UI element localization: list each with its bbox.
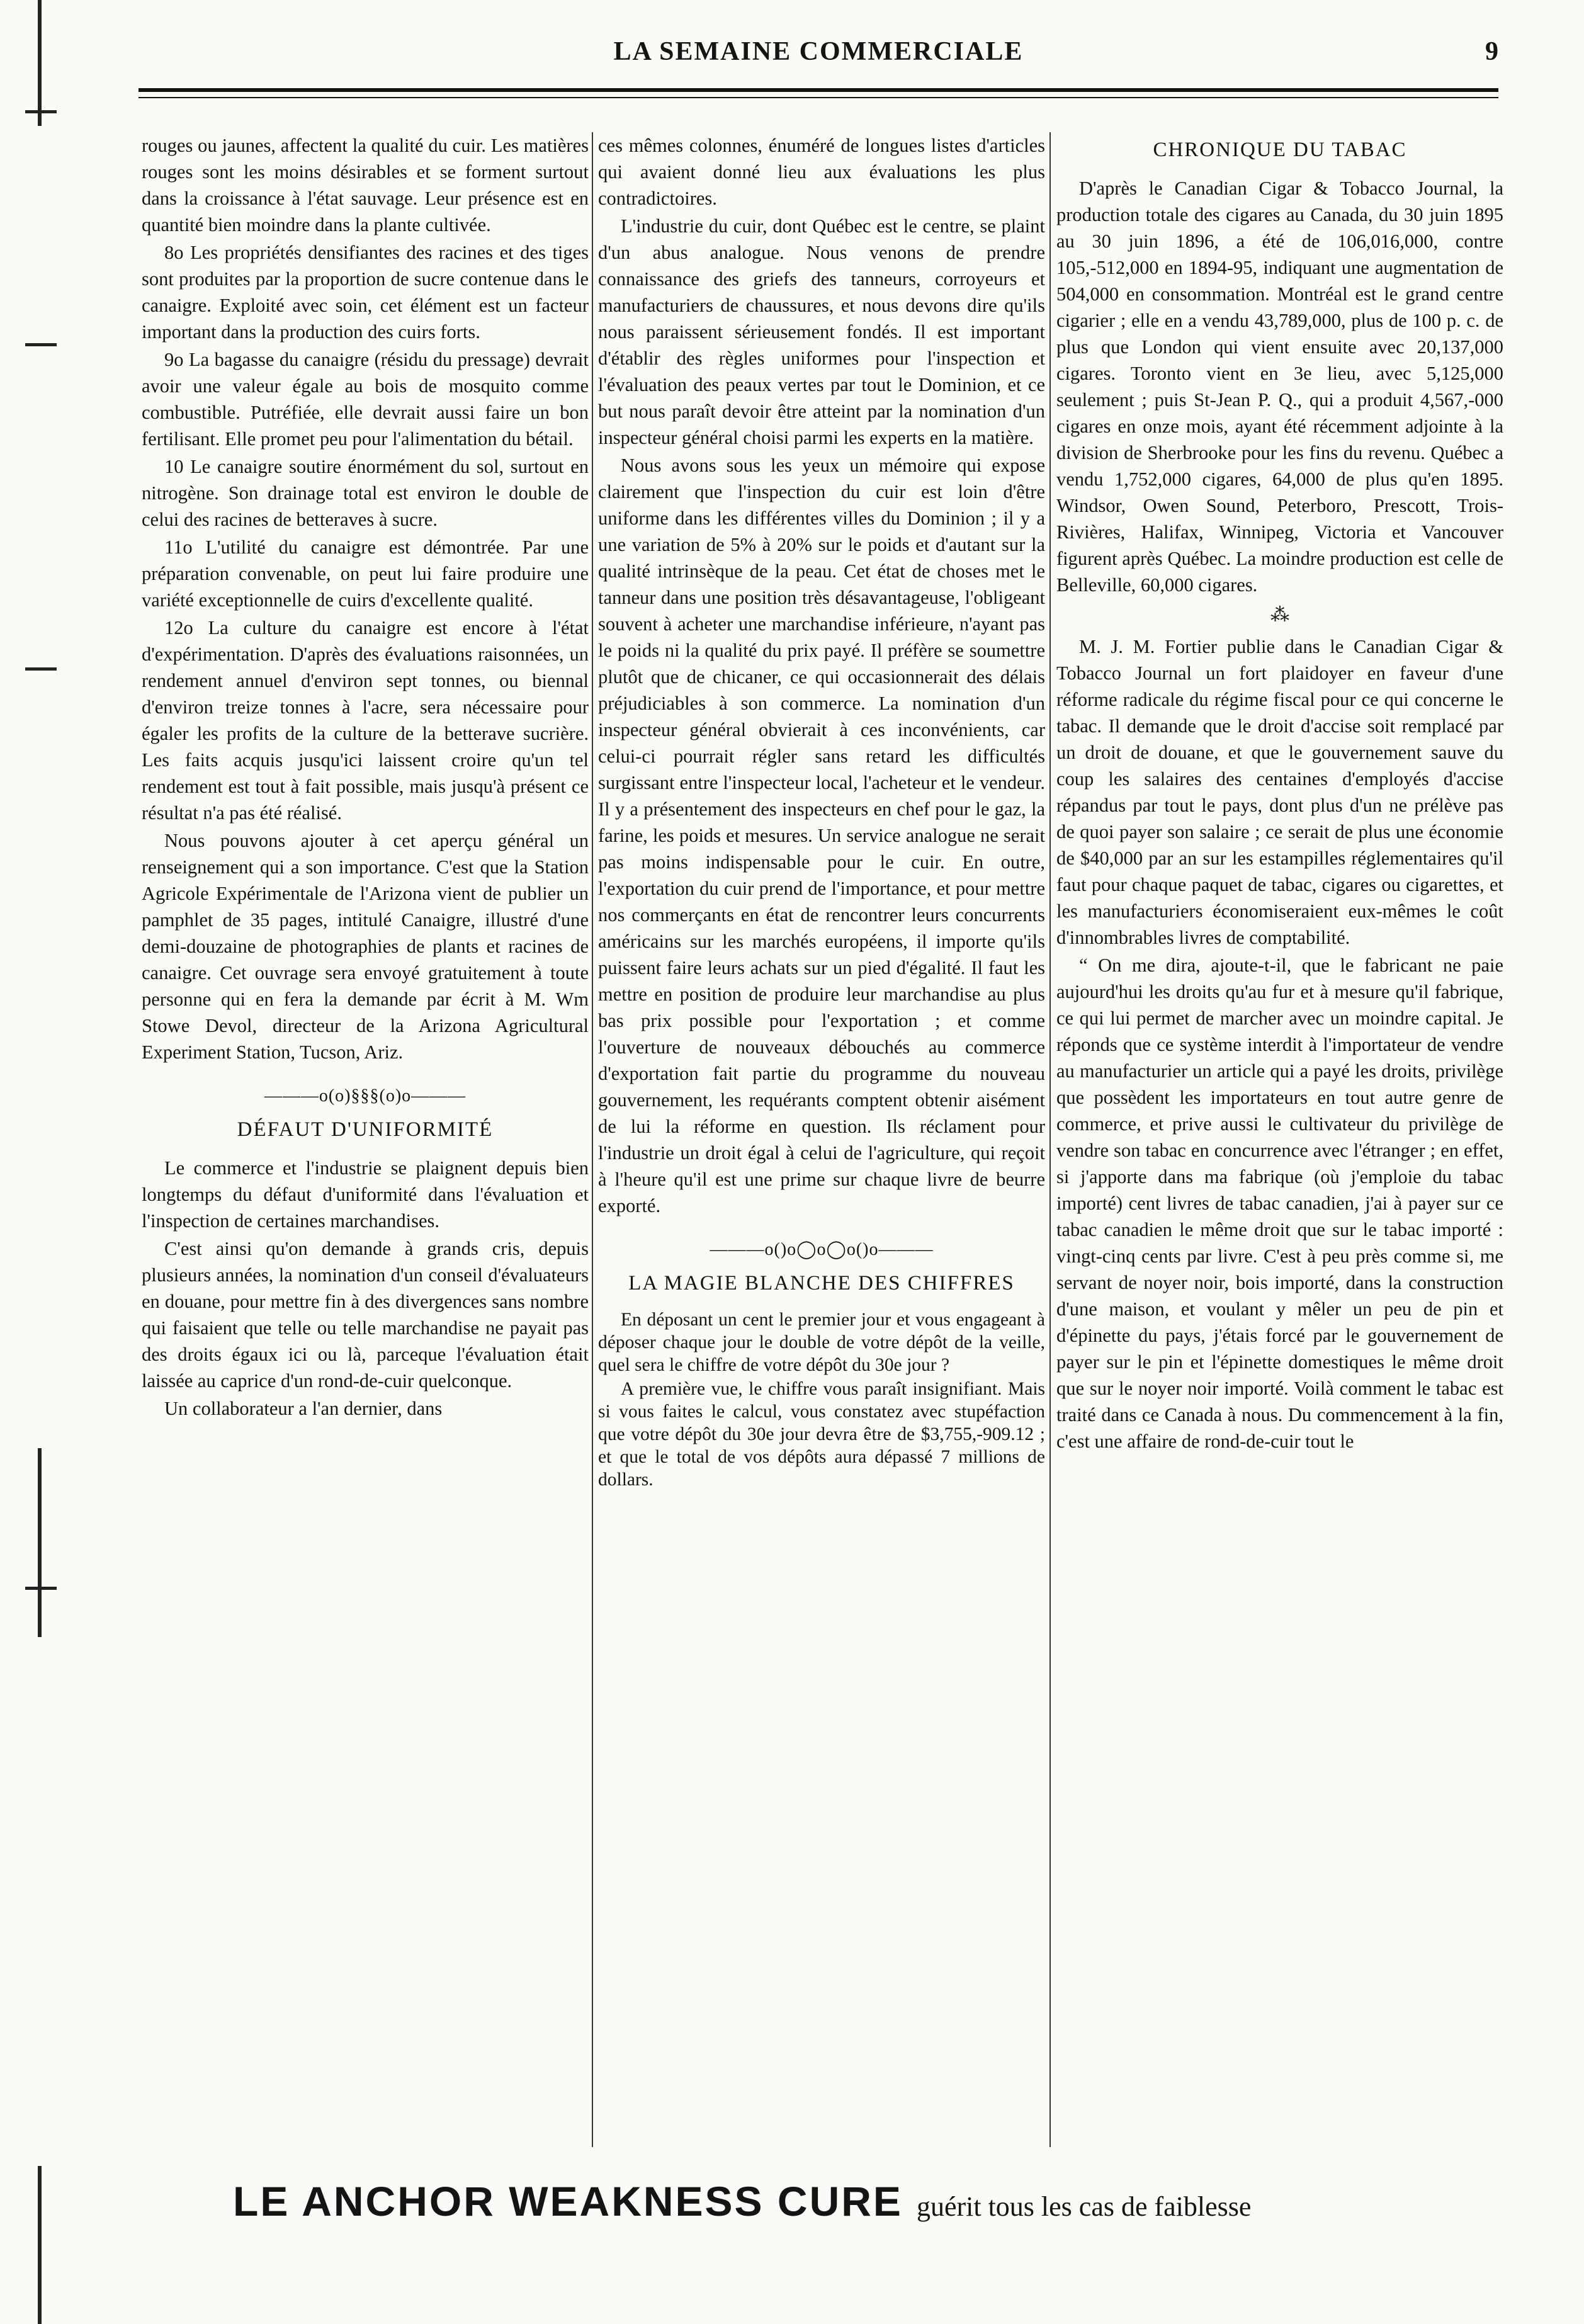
article-paragraph: L'industrie du cuir, dont Québec est le centre, se plaint d'un abus analogue. Nous venons de prendre connaissance des griefs des tanneurs, corroyeurs et manufacturiers de chaussures, et nous devons dire qu'ils nous paraissent sérieusement fondés. Il est important d'établir des règles uniformes pour l'inspection et l'évaluation des peaux vertes par tout le Dominion, et ce but nous paraît devoir être atteint par la nomination d'un inspecteur général choisi parmi les experts en la matière. xyxy=(598,215,1045,448)
article-paragraph: 9o La bagasse du canaigre (résidu du pressage) devrait avoir une valeur égale au bois de mosquito comme combustible. Putréfiée, elle devrait aussi faire un bon fertilisant. Elle promet peu pour l'alimentation du bétail. xyxy=(142,349,589,450)
article-paragraph: 10 Le canaigre soutire énormément du sol, surtout en nitrogène. Son drainage total est environ le double de celui des racines de betteraves à sucre. xyxy=(142,456,589,530)
margin-rule-top xyxy=(38,0,42,126)
margin-rule-middle xyxy=(38,1448,42,1637)
page-number: 9 xyxy=(1485,37,1498,66)
article-paragraph: “ On me dira, ajoute-t-il, que le fabricant ne paie aujourd'hui les droits qu'au fur et à mesure qu'il fabrique, ce qui lui permet de marcher avec un moindre capital. Je réponds que ce système interdit à l'importateur de vendre au manufacturier un article qui a payé les droits, privilège que possèdent les importateurs en tout autre genre de commerce, et prive aussi le cultivateur du privilège de vendre son tabac en concurrence avec l'étranger ; en effet, si j'apporte dans ma fabrique (où j'emploie du tabac importé) cent livres de tabac canadien, j'ai à payer sur ce tabac canadien le même droit que sur le tabac importé : vingt-cinq cents par livre. C'est à peu près comme si, me servant de noyer noir, bois importé, dans la construction d'une maison, et voulant y mêler un peu de pin et d'épinette du pays, j'étais forcé par le gouvernement de payer sur le pin et l'épinette domestiques le même droit que sur le noyer noir importé. Voilà comment le tabac est traité dans ce Canada à nous. Du commencement à la fin, c'est une affaire de rond-de-cuir tout le xyxy=(1056,955,1503,1452)
article-paragraph: Le commerce et l'industrie se plaignent depuis bien longtemps du défaut d'uniformité dans l'évaluation et l'inspection de certaines marchandises. xyxy=(142,1157,589,1232)
header-rule xyxy=(139,88,1498,98)
asterism-separator: ⁂ xyxy=(1270,604,1289,625)
footer-advertisement xyxy=(233,2177,1530,2234)
column-divider xyxy=(1049,132,1051,2147)
article-paragraph: 8o Les propriétés densifiantes des racines et des tiges sont produites par la proportion de sucre contenue dans le canaigre. Exploité avec soin, cet élément est un facteur important dans la production des cuirs forts. xyxy=(142,242,589,343)
article-paragraph: rouges ou jaunes, affectent la qualité du cuir. Les matières rouges sont les moins désirables et se forment surtout dans la croissance à l'état sauvage. Leur présence est en quantité bien moindre dans la plante cultivée. xyxy=(142,135,589,235)
column-3 xyxy=(1056,132,1503,2166)
margin-tick xyxy=(25,667,57,671)
article-heading: LA MAGIE BLANCHE DES CHIFFRES xyxy=(628,1272,1015,1295)
masthead-title: LA SEMAINE COMMERCIALE xyxy=(613,37,1024,66)
article-paragraph: Nous avons sous les yeux un mémoire qui expose clairement que l'inspection du cuir est loin d'être uniforme dans les différentes villes du Dominion ; il y a une variation de 5% à 20% sur le poids et d'autant sur la qualité intrinsèque de la peau. Cet état de choses met le tanneur dans une position très désavantageuse, l'obligeant souvent à acheter une marchandise inférieure, n'ayant pas le poids ni la qualité du prix payé. Il préfère se soumettre plutôt que de chicaner, ce qui occasionnerait des délais préjudiciables à son commerce. La nomination d'un inspecteur général obvierait à ces inconvénients, car celui-ci pourrait régler sans retard les difficultés surgissant entre l'inspecteur local, l'acheteur et le vendeur. Il y a présentement des inspecteurs en chef pour le gaz, la farine, les poids et mesures. Un service analogue ne serait pas moins indispensable pour le cuir. En outre, l'exportation du cuir prend de l'importance, et pour mettre nos commerçants en état de rencontrer leurs concurrents américains sur les marchés européens, il importe qu'ils puissent faire leurs achats sur un pied d'égalité. Il faut les mettre en position de produire leur marchandise au plus bas prix possible pour l'exportation ; et comme l'ouverture de nouveaux débouchés au commerce d'exportation fait partie du programme du nouveau gouvernement, les requérants comptent obtenir aisément de lui la réforme en question. Ils réclament pour l'industrie un droit égal à celui de l'agriculture, qui reçoit à l'heure qu'il est une prime sur chaque livre de beurre exporté. xyxy=(598,455,1045,1216)
article-heading: CHRONIQUE DU TABAC xyxy=(1153,139,1407,161)
article-paragraph: En déposant un cent le premier jour et vous engageant à déposer chaque jour le double de votre dépôt de la veille, quel sera le chiffre de votre dépôt du 30e jour ? xyxy=(598,1310,1045,1375)
margin-tick xyxy=(25,1587,57,1590)
margin-tick xyxy=(25,343,57,346)
column-2 xyxy=(598,132,1045,2166)
page-header xyxy=(139,25,1498,94)
article-paragraph: D'après le Canadian Cigar & Tobacco Journal, la production totale des cigares au Canada, du 30 juin 1895 au 30 juin 1896, a été de 106,016,000, contre 105,-512,000 en 1894-95, indiquant une augmentation de 504,000 en consommation. Montréal est le grand centre cigarier ; elle en a vendu 43,789,000, plus de 100 p. c. de plus que London qui vient ensuite avec 20,137,000 cigares. Toronto vient en 3e lieu, avec 5,125,000 seulement ; puis St-Jean P. Q., qui a produit 4,567,-000 cigares en onze mois, ayant été récemment adjointe à la division de Sherbrooke pour les fins du revenu. Québec a vendu 1,752,000 cigares, 64,000 de plus qu'en 1895. Windsor, Owen Sound, Peterboro, Prescott, Trois-Rivières, Halifax, Winnipeg, Victoria et Vancouver figurent après Québec. La moindre production est celle de Belleville, 60,000 cigares. xyxy=(1056,178,1503,596)
article-paragraph: Un collaborateur a l'an dernier, dans xyxy=(164,1398,443,1419)
advertisement-tagline: guérit tous les cas de faiblesse xyxy=(916,2191,1252,2222)
article-paragraph: A première vue, le chiffre vous paraît insignifiant. Mais si vous faites le calcul, vous constatez avec stupéfaction que votre dépôt du 30e jour devra être de $3,755,-909.12 ; et que le total de vos dépôts aura dépassé 7 millions de dollars. xyxy=(598,1379,1045,1490)
article-heading: DÉFAUT D'UNIFORMITÉ xyxy=(237,1118,494,1141)
article-paragraph: Nous pouvons ajouter à cet aperçu général un renseignement qui a son importance. C'est que la Station Agricole Expérimentale de l'Arizona vient de publier un pamphlet de 35 pages, intitulé Canaigre, illustré d'une demi-douzaine de photographies de plants et racines de canaigre. Cet ouvrage sera envoyé gratuitement à toute personne qui en fera la demande par écrit à M. Wm Stowe Devol, directeur de la Arizona Agricultural Experiment Station, Tucson, Ariz. xyxy=(142,830,589,1063)
section-ornament: ———o()o◯o◯o()o——— xyxy=(710,1240,934,1259)
article-paragraph: 12o La culture du canaigre est encore à l'état d'expérimentation. D'après des évaluations raisonnées, un rendement annuel d'environ sept tonnes, ou biennal d'environ treize tonnes à l'acre, sera nécessaire pour égaler les profits de la culture de la betterave sucrière. Les faits acquis jusqu'ici laissent croire qu'un tel rendement est tout à fait possible, mais jusqu'à présent ce résultat n'a pas été réalisé. xyxy=(142,617,589,824)
margin-tick xyxy=(25,110,57,113)
article-paragraph: 11o L'utilité du canaigre est démontrée. Par une préparation convenable, on peut lui faire produire une variété exceptionnelle de cuirs d'excellente qualité. xyxy=(142,536,589,611)
column-1 xyxy=(142,132,589,2166)
article-paragraph: ces mêmes colonnes, énuméré de longues listes d'articles qui avaient donné lieu aux évaluations les plus contradictoires. xyxy=(598,135,1045,209)
section-ornament: ———o(o)§§§(o)o——— xyxy=(264,1086,467,1106)
column-divider xyxy=(592,132,593,2147)
article-paragraph: M. J. M. Fortier publie dans le Canadian Cigar & Tobacco Journal un fort plaidoyer en faveur d'une réforme radicale du régime fiscal pour ce qui concerne le tabac. Il demande que le droit d'accise soit remplacé par un droit de douane, et que le gouvernement sauve du coup les salaires des centaines d'employés d'accise répandus par tout le pays, dont plus d'un ne prélève pas de quoi payer son salaire ; ce serait de plus une économie de $40,000 par an sur les estampilles réglementaires qu'il faut pour chaque paquet de tabac, cigares ou cigarettes, et les manufacturiers économiseraient eux-mêmes le coût d'innombrables livres de comptabilité. xyxy=(1056,636,1503,948)
margin-rule-bottom xyxy=(38,2166,42,2324)
advertisement-headline: LE ANCHOR WEAKNESS CURE xyxy=(233,2178,903,2225)
article-paragraph: C'est ainsi qu'on demande à grands cris, depuis plusieurs années, la nomination d'un conseil d'évaluateurs en douane, pour mettre fin à des divergences sans nombre qui faisaient que telle ou telle marchandise ne payait pas des droits égaux ici ou là, parceque l'évaluation était laissée au caprice d'un rond-de-cuir quelconque. xyxy=(142,1238,589,1392)
